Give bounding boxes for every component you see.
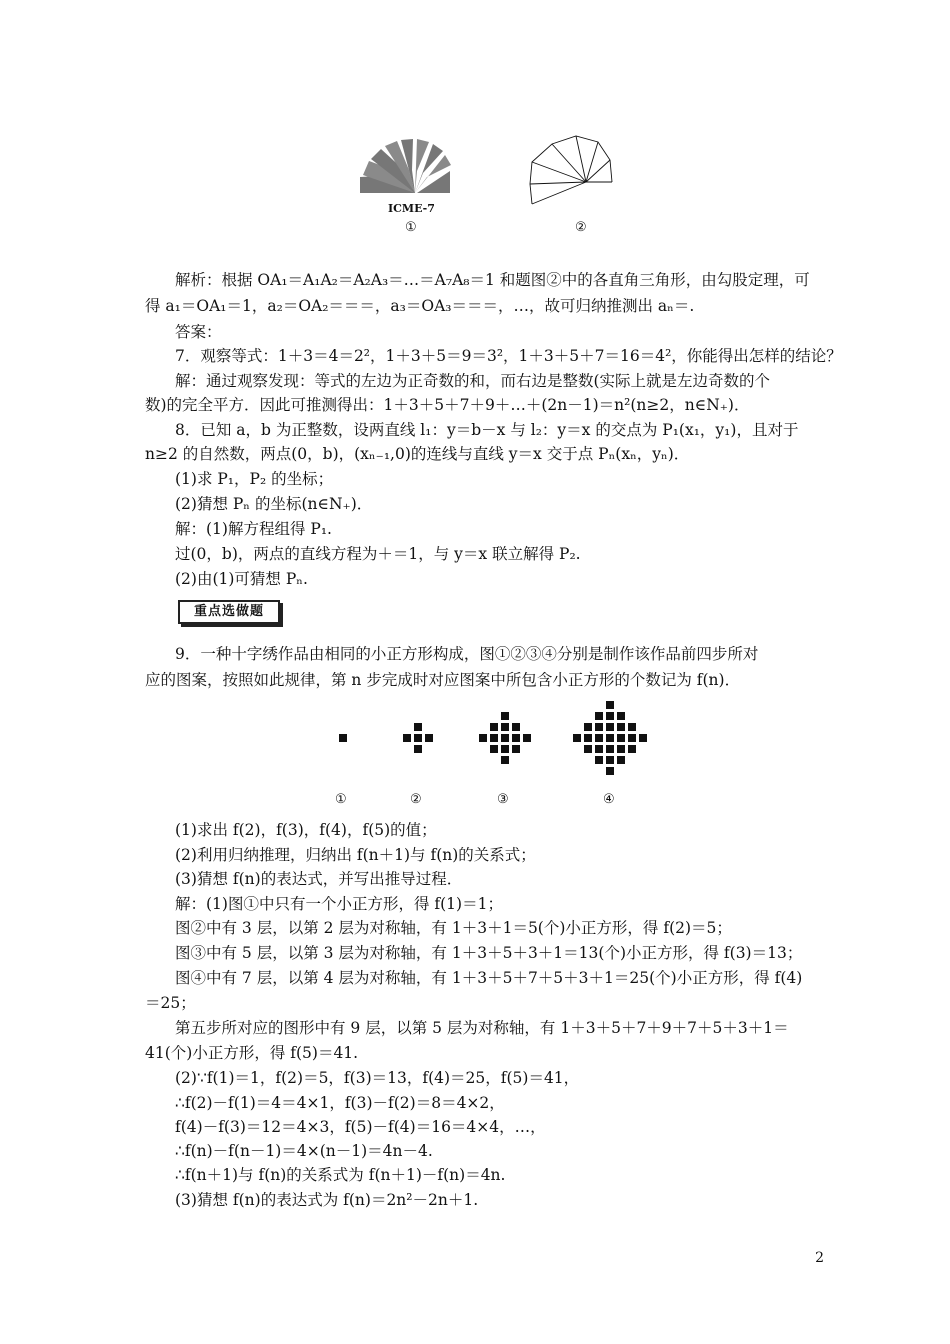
text-line: 图④中有 7 层，以第 4 层为对称轴，有 1＋3＋5＋7＋5＋3＋1＝25(个)小正方形，得 f(4) [175, 969, 803, 987]
pattern-square [414, 723, 422, 731]
pattern-label: ② [410, 792, 422, 807]
pattern-square [339, 734, 347, 742]
text-line: 数)的完全平方．因此可推测得出：1＋3＋5＋7＋9＋…＋(2n－1)＝n²(n≥2，n∈N₊)． [145, 396, 750, 414]
fig1-caption: ICME-7 [388, 202, 435, 215]
fig2-label: ② [575, 220, 587, 235]
pattern-square [414, 734, 422, 742]
pattern-square [595, 723, 603, 731]
pattern-square [490, 745, 498, 753]
fig1-label: ① [405, 220, 417, 235]
text-line: (3)猜想 f(n)的表达式，并写出推导过程． [175, 870, 463, 888]
pattern-square [501, 712, 509, 720]
pattern-square [595, 712, 603, 720]
pattern-square [606, 756, 614, 764]
text-line: 7．观察等式：1＋3＝4＝2²，1＋3＋5＝9＝3²，1＋3＋5＋7＝16＝4²，你能得出怎样的结论？ [175, 347, 842, 365]
text-line: 第五步所对应的图形中有 9 层，以第 5 层为对称轴，有 1＋3＋5＋7＋9＋7＋5＋3＋1＝ [175, 1019, 789, 1037]
pattern-square [606, 701, 614, 709]
pattern-square [584, 745, 592, 753]
text-line: 解：通过观察发现：等式的左边为正奇数的和，而右边是整数(实际上就是左边奇数的个 [175, 372, 771, 390]
pattern-square [617, 745, 625, 753]
page-number: 2 [815, 1250, 824, 1266]
q9-line: 9．一种十字绣作品由相同的小正方形构成，图①②③④分别是制作该作品前四步所对 [175, 645, 759, 663]
text-line: 图②中有 3 层，以第 2 层为对称轴，有 1＋3＋1＝5(个)小正方形，得 f(2)＝5； [175, 919, 732, 937]
text-line: ∴f(n)－f(n－1)＝4×(n－1)＝4n－4. [175, 1142, 433, 1160]
section-tag [178, 600, 282, 630]
pattern-square [606, 712, 614, 720]
text-line: (1)求出 f(2)，f(3)，f(4)，f(5)的值； [175, 821, 437, 839]
pattern-square [501, 756, 509, 764]
pattern-square [584, 734, 592, 742]
pattern-label: ④ [603, 792, 615, 807]
icme7-fan-figure [355, 135, 455, 205]
pattern-label: ③ [497, 792, 509, 807]
text-line: (2)∵f(1)＝1，f(2)＝5，f(3)＝13，f(4)＝25，f(5)＝41， [175, 1069, 580, 1087]
text-line: 解：(1)解方程组得 P₁. [175, 520, 332, 538]
q9-line: 应的图案，按照如此规律，第 n 步完成时对应图案中所包含小正方形的个数记为 f(n)． [145, 671, 741, 689]
text-line: ∴f(n＋1)与 f(n)的关系式为 f(n＋1)－f(n)＝4n. [175, 1166, 506, 1184]
text-line: ＝25； [145, 994, 196, 1012]
text-line: (1)求 P₁，P₂ 的坐标； [175, 470, 334, 488]
pattern-square [639, 734, 647, 742]
pattern-square [490, 723, 498, 731]
text-line: 图③中有 5 层，以第 3 层为对称轴，有 1＋3＋5＋3＋1＝13(个)小正方形，得 f(3)＝13； [175, 944, 803, 962]
text-line: f(4)－f(3)＝12＝4×3，f(5)－f(4)＝16＝4×4，…， [175, 1118, 546, 1136]
pattern-square [573, 734, 581, 742]
text-line: 得 a₁＝OA₁＝1，a₂＝OA₂＝＝＝，a₃＝OA₃＝＝＝，…，故可归纳推测出 aₙ＝. [145, 297, 695, 315]
pattern-square [617, 734, 625, 742]
pattern-square [617, 712, 625, 720]
pattern-label: ① [335, 792, 347, 807]
text-line: (2)猜想 Pₙ 的坐标(n∈N₊)． [175, 495, 373, 513]
pattern-square [628, 734, 636, 742]
pattern-square [606, 767, 614, 775]
pattern-square [606, 745, 614, 753]
pattern-square [606, 734, 614, 742]
text-line: 答案： [175, 323, 222, 341]
text-line: (2)利用归纳推理，归纳出 f(n＋1)与 f(n)的关系式； [175, 846, 536, 864]
right-triangle-spiral-figure [510, 124, 640, 214]
pattern-square [523, 734, 531, 742]
pattern-square [501, 723, 509, 731]
text-line: n≥2 的自然数，两点(0，b)，(xₙ₋₁,0)的连线与直线 y＝x 交于点 Pₙ(xₙ，yₙ)． [145, 445, 690, 463]
pattern-square [628, 745, 636, 753]
pattern-square [512, 745, 520, 753]
text-line: (2)由(1)可猜想 Pₙ. [175, 570, 308, 588]
pattern-square [617, 756, 625, 764]
text-line: ∴f(2)－f(1)＝4＝4×1，f(3)－f(2)＝8＝4×2， [175, 1094, 505, 1112]
pattern-square [584, 723, 592, 731]
pattern-square [595, 745, 603, 753]
text-line: 解：(1)图①中只有一个小正方形，得 f(1)＝1； [175, 895, 503, 913]
section-tag-label: 重点选做题 [178, 600, 280, 624]
text-line: 解析：根据 OA₁＝A₁A₂＝A₂A₃＝…＝A₇A₈＝1 和题图②中的各直角三角形，由勾股定理，可 [175, 271, 810, 289]
pattern-square [490, 734, 498, 742]
text-line: 8．已知 a，b 为正整数，设两直线 l₁：y＝b－x 与 l₂：y＝x 的交点为 P₁(x₁，y₁)，且对于 [175, 421, 799, 439]
pattern-square [512, 723, 520, 731]
pattern-square [512, 734, 520, 742]
pattern-square [606, 723, 614, 731]
pattern-square [479, 734, 487, 742]
text-line: 过(0，b)，两点的直线方程为＋＝1，与 y＝x 联立解得 P₂. [175, 545, 581, 563]
pattern-square [403, 734, 411, 742]
pattern-square [617, 723, 625, 731]
text-line: 41(个)小正方形，得 f(5)＝41. [145, 1044, 359, 1062]
text-line: (3)猜想 f(n)的表达式为 f(n)＝2n²－2n＋1. [175, 1191, 479, 1209]
pattern-square [595, 734, 603, 742]
pattern-square [501, 745, 509, 753]
pattern-square [628, 723, 636, 731]
pattern-square [414, 745, 422, 753]
pattern-square [501, 734, 509, 742]
pattern-square [595, 756, 603, 764]
pattern-square [425, 734, 433, 742]
